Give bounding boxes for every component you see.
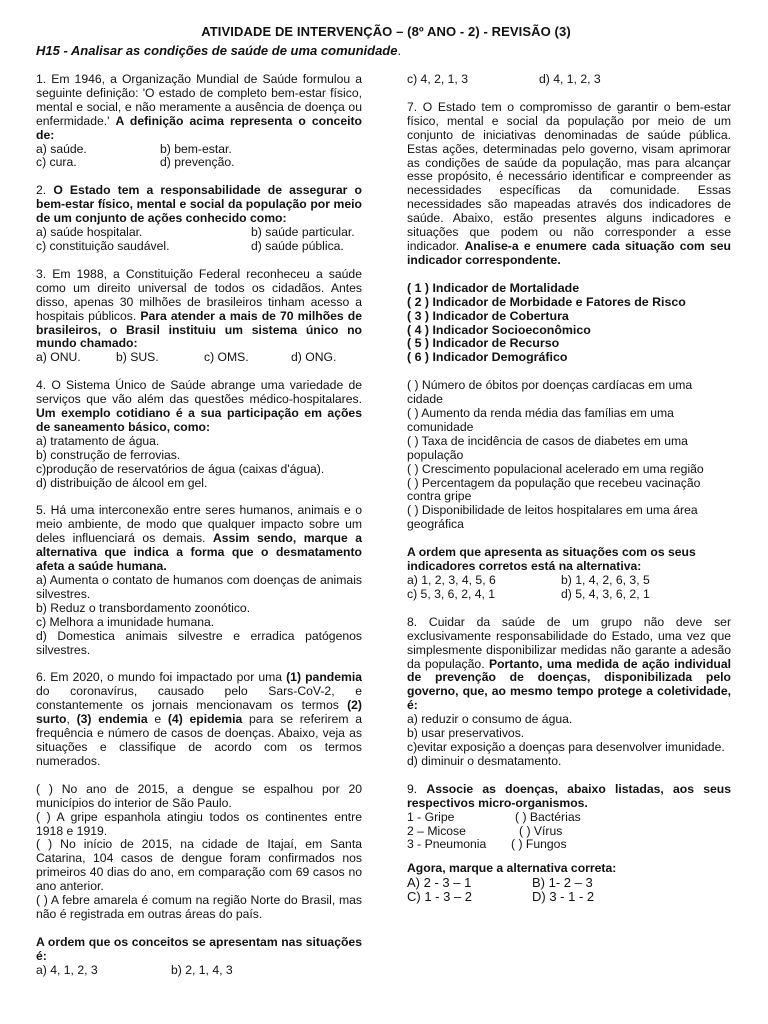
right-column bbox=[407, 73, 731, 904]
question-7-prompt: Analise-a e enumere cada situação com seu indicador correspondente. bbox=[407, 238, 732, 267]
situation-item[interactable]: ( ) Percentagem da população que recebeu vacinação contra gripe bbox=[407, 475, 701, 504]
question-1-options-row-1 bbox=[36, 143, 362, 157]
microbe-blank[interactable]: ( ) Fungos bbox=[511, 837, 567, 852]
q6-text-1: 6. Em 2020, o mundo foi impactado por uma bbox=[36, 670, 287, 685]
question-5-prompt: Assim sendo, marque a alternativa que indica a forma que o desmatamento afeta a saúde humana. bbox=[36, 531, 362, 574]
option-a[interactable]: a) 1, 2, 3, 4, 5, 6 bbox=[407, 573, 496, 587]
question-2-options-row-2 bbox=[36, 240, 362, 254]
option-b[interactable]: b) 2, 1, 4, 3 bbox=[171, 962, 233, 977]
indicator-item: ( 5 ) Indicador de Recurso bbox=[407, 336, 560, 351]
left-column bbox=[36, 73, 362, 978]
question-1 bbox=[36, 73, 362, 170]
option-b[interactable]: b) usar preservativos. bbox=[407, 726, 525, 741]
spacer bbox=[36, 769, 362, 783]
question-6-options-row-2 bbox=[407, 73, 731, 87]
option-b[interactable]: b) construção de ferrovias. bbox=[36, 447, 181, 462]
option-d[interactable]: d) saúde pública. bbox=[251, 238, 344, 253]
option-d[interactable]: d) Domestica animais silvestre e erradica patógenos silvestres. bbox=[36, 628, 362, 657]
term-pandemia: (1) pandemia bbox=[286, 670, 362, 685]
question-3-options bbox=[36, 351, 362, 365]
option-b[interactable]: b) bem-estar. bbox=[160, 141, 232, 156]
question-8 bbox=[407, 616, 731, 769]
option-d[interactable]: d) distribuição de álcool em gel. bbox=[36, 475, 208, 490]
disease-label: 3 - Pneumonia bbox=[407, 837, 487, 852]
question-2-number: 2. bbox=[36, 183, 54, 198]
question-7-statement: 7. O Estado tem o compromisso de garantir o bem-estar físico, mental e social da população por meio de um conjunto de iniciativas denominadas de saúde pública. Estas ações, determinadas pelo governo, visam aprimorar as condições de saúde da população, mas para alcançar esse propósito, é necessário identificar e compreender as necessidades específicas da comunidade. Essas necessidades são mapeadas através dos indicadores de saúde. Abaixo, estão presentes alguns indicadores e situações que podem ou não corresponder a esse indicador. bbox=[407, 99, 731, 253]
question-3 bbox=[36, 268, 362, 365]
option-c[interactable]: c) 4, 2, 1, 3 bbox=[407, 72, 468, 86]
situation-item[interactable]: ( ) No ano de 2015, a dengue se espalhou por 20 municípios do interior de São Paulo. bbox=[36, 781, 362, 810]
question-6-order-question: A ordem que os conceitos se apresentam nas situações é: bbox=[36, 934, 362, 963]
question-9-alternative-prompt: Agora, marque a alternativa correta: bbox=[407, 861, 617, 876]
skill-heading bbox=[36, 43, 736, 58]
q6-text-4: e bbox=[147, 712, 168, 727]
question-8-text bbox=[407, 616, 731, 713]
situation-item[interactable]: ( ) A gripe espanhola atingiu todos os continentes entre 1918 e 1919. bbox=[36, 809, 362, 838]
question-9-prompt: Associe as doenças, abaixo listadas, aos seus respectivos micro-organismos. bbox=[407, 781, 731, 810]
question-1-prompt: A definição acima representa o conceito de: bbox=[36, 113, 363, 142]
page-title: ATIVIDADE DE INTERVENÇÃO – (8º ANO - 2) - REVISÃO (3) bbox=[201, 24, 571, 39]
question-3-text bbox=[36, 268, 362, 351]
question-4 bbox=[36, 379, 362, 490]
question-6-options-continued bbox=[407, 73, 731, 87]
option-b[interactable]: b) Reduz o transbordamento zoonótico. bbox=[36, 600, 251, 615]
question-2-prompt: O Estado tem a responsabilidade de assegurar o bem-estar físico, mental e social da população por meio de um conjunto de ações conhecido como: bbox=[36, 183, 362, 226]
indicator-item: ( 4 ) Indicador Socioeconômico bbox=[407, 322, 591, 337]
question-1-options-row-2 bbox=[36, 156, 362, 170]
question-7-options-row-1 bbox=[407, 574, 731, 588]
term-surto: (2) surto bbox=[36, 698, 362, 727]
question-6-text bbox=[36, 671, 362, 768]
option-c[interactable]: c) constituição saudável. bbox=[36, 238, 170, 253]
question-7-answer bbox=[407, 546, 731, 602]
term-epidemia: (4) epidemia bbox=[167, 712, 243, 727]
question-2 bbox=[36, 184, 362, 254]
option-d[interactable]: d) 4, 1, 2, 3 bbox=[539, 72, 601, 86]
question-7-options-row-2 bbox=[407, 588, 731, 602]
question-6-situations bbox=[36, 783, 362, 922]
question-7 bbox=[407, 101, 731, 268]
question-8-statement: 8. Cuidar da saúde de um grupo não deve ser exclusivamente responsabilidade do Estado, uma vez que simplesmente disponibilizar medidas não garante a adesão da população. bbox=[407, 614, 731, 671]
option-a[interactable]: a) reduzir o consumo de água. bbox=[407, 712, 573, 727]
indicator-item: ( 1 ) Indicador de Mortalidade bbox=[407, 280, 580, 295]
question-2-options-row-1 bbox=[36, 226, 362, 240]
question-1-statement: 1. Em 1946, a Organização Mundial de Saúde formulou a seguinte definição: 'O estado de completo bem-estar físico, mental e social, e não meramente a ausência de doença ou enfermidade.' bbox=[36, 72, 362, 128]
skill-end: . bbox=[397, 43, 402, 58]
option-d[interactable]: d) 5, 4, 3, 6, 2, 1 bbox=[561, 586, 650, 601]
microbe-blank[interactable]: ( ) Bactérias bbox=[515, 809, 581, 824]
option-c[interactable]: c)produção de reservatórios de água (caixas d'água). bbox=[36, 461, 325, 476]
situation-item[interactable]: ( ) Aumento da renda média das famílias em uma comunidade bbox=[407, 406, 674, 434]
option-c[interactable]: c) cura. bbox=[36, 155, 77, 170]
association-row bbox=[407, 825, 731, 839]
question-3-prompt: Para atender a mais de 70 milhões de brasileiros, o Brasil instituiu um sistema único no mundo chamado: bbox=[36, 308, 362, 351]
page-header bbox=[36, 24, 736, 58]
option-d[interactable]: d) ONG. bbox=[291, 350, 337, 365]
indicator-item: ( 2 ) Indicador de Morbidade e Fatores de Risco bbox=[407, 294, 686, 309]
option-a[interactable]: A) 2 - 3 – 1 bbox=[407, 875, 472, 891]
q6-text-2: do coronavírus, causado pelo Sars-CoV-2, e constantemente os jornais mencionavam os termos bbox=[36, 684, 362, 713]
question-2-text bbox=[36, 184, 362, 226]
option-c[interactable]: c) OMS. bbox=[204, 350, 249, 365]
option-b[interactable]: B) 1- 2 – 3 bbox=[532, 875, 593, 891]
question-6-prompt bbox=[36, 936, 362, 964]
option-b[interactable]: b) 1, 4, 2, 6, 3, 5 bbox=[561, 573, 650, 587]
question-9-number: 9. bbox=[407, 781, 427, 796]
question-9 bbox=[407, 783, 731, 904]
question-5 bbox=[36, 504, 362, 657]
option-a[interactable]: a) saúde. bbox=[36, 141, 87, 156]
question-7-text bbox=[407, 101, 731, 268]
indicator-list bbox=[407, 282, 731, 365]
spacer bbox=[36, 922, 362, 936]
option-b[interactable]: b) saúde particular. bbox=[251, 225, 355, 240]
situation-item[interactable]: ( ) A febre amarela é comum na região Norte do Brasil, mas não é registrada em outras áreas do país. bbox=[36, 893, 362, 921]
option-d[interactable]: d) prevenção. bbox=[160, 155, 235, 170]
disease-label: 1 - Gripe bbox=[407, 809, 455, 824]
option-c[interactable]: c)evitar exposição a doenças para desenvolver imunidade. bbox=[407, 739, 725, 754]
question-4-prompt: Um exemplo cotidiano é a sua participação em ações de saneamento básico, como: bbox=[36, 406, 362, 434]
question-7-situations bbox=[407, 379, 731, 532]
option-d[interactable]: d) diminuir o desmatamento. bbox=[407, 753, 562, 768]
association-row bbox=[407, 811, 731, 825]
option-a[interactable]: a) tratamento de água. bbox=[36, 433, 160, 448]
microbe-blank[interactable]: ( ) Vírus bbox=[519, 823, 563, 838]
question-4-text bbox=[36, 379, 362, 435]
situation-item[interactable]: ( ) Crescimento populacional acelerado em uma região bbox=[407, 461, 704, 476]
question-1-text bbox=[36, 73, 362, 143]
q6-text-3: , bbox=[66, 712, 77, 727]
option-d[interactable]: D) 3 - 1 - 2 bbox=[532, 889, 595, 905]
skill-text: H15 - Analisar as condições de saúde de uma comunidade bbox=[36, 43, 398, 58]
question-9-text bbox=[407, 783, 731, 811]
situation-item[interactable]: ( ) No início de 2015, na cidade de Itajaí, em Santa Catarina, 104 casos de dengue foram confirmados nos primeiros 40 dias do ano, em comparação com 69 casos no ano anterior. bbox=[36, 837, 362, 894]
situation-item[interactable]: ( ) Disponibilidade de leitos hospitalares em uma área geográfica bbox=[407, 503, 698, 532]
option-a[interactable]: a) 4, 1, 2, 3 bbox=[36, 962, 98, 977]
question-9-options-row-1 bbox=[407, 876, 731, 890]
question-3-statement: 3. Em 1988, a Constituição Federal reconheceu a saúde como um direito universal de todos os cidadãos. Antes disso, apenas 30 milhões de brasileiros tinham acesso a hospitais públicos. bbox=[36, 266, 362, 323]
term-endemia: (3) endemia bbox=[76, 712, 148, 727]
indicator-item: ( 3 ) Indicador de Cobertura bbox=[407, 308, 569, 323]
situation-item[interactable]: ( ) Número de óbitos por doenças cardíacas em uma cidade bbox=[407, 378, 693, 407]
question-6 bbox=[36, 671, 362, 977]
option-a[interactable]: a) ONU. bbox=[36, 350, 81, 365]
question-7-order-question: A ordem que apresenta as situações com os seus indicadores corretos está na alternativa: bbox=[407, 545, 696, 574]
situation-item[interactable]: ( ) Taxa de incidência de casos de diabetes em uma população bbox=[407, 433, 688, 462]
association-row bbox=[407, 838, 731, 852]
question-9-options-row-2 bbox=[407, 890, 731, 904]
option-c[interactable]: C) 1 - 3 – 2 bbox=[407, 889, 473, 905]
option-a[interactable]: a) saúde hospitalar. bbox=[36, 225, 143, 240]
option-c[interactable]: c) Melhora a imunidade humana. bbox=[36, 614, 215, 629]
question-5-statement: 5. Há uma interconexão entre seres humanos, animais e o meio ambiente, de modo que qualquer impacto sobre um deles influenciará os demais. bbox=[36, 503, 362, 546]
indicator-item: ( 6 ) Indicador Demográfico bbox=[407, 350, 568, 365]
option-b[interactable]: b) SUS. bbox=[116, 350, 159, 365]
disease-label: 2 – Micose bbox=[407, 823, 466, 838]
q6-text-5: para se referirem a frequência e número de casos de doenças. Abaixo, veja as situações e classifique de acordo com os termos numerados. bbox=[36, 712, 362, 768]
question-7-order-prompt bbox=[407, 546, 731, 574]
question-9-instruction bbox=[407, 862, 731, 876]
question-5-text bbox=[36, 504, 362, 574]
option-c[interactable]: c) 5, 3, 6, 2, 4, 1 bbox=[407, 586, 496, 601]
question-4-statement: 4. O Sistema Único de Saúde abrange uma variedade de serviços que vão além das questões médico-hospitalares. bbox=[36, 378, 362, 407]
question-6-options-row-1 bbox=[36, 964, 362, 978]
option-a[interactable]: a) Aumenta o contato de humanos com doenças de animais silvestres. bbox=[36, 573, 362, 601]
question-8-prompt: Portanto, uma medida de ação individual de prevenção de doenças, disponibilizada pelo governo, que, ao mesmo tempo protege a coletividade, é: bbox=[407, 656, 731, 713]
